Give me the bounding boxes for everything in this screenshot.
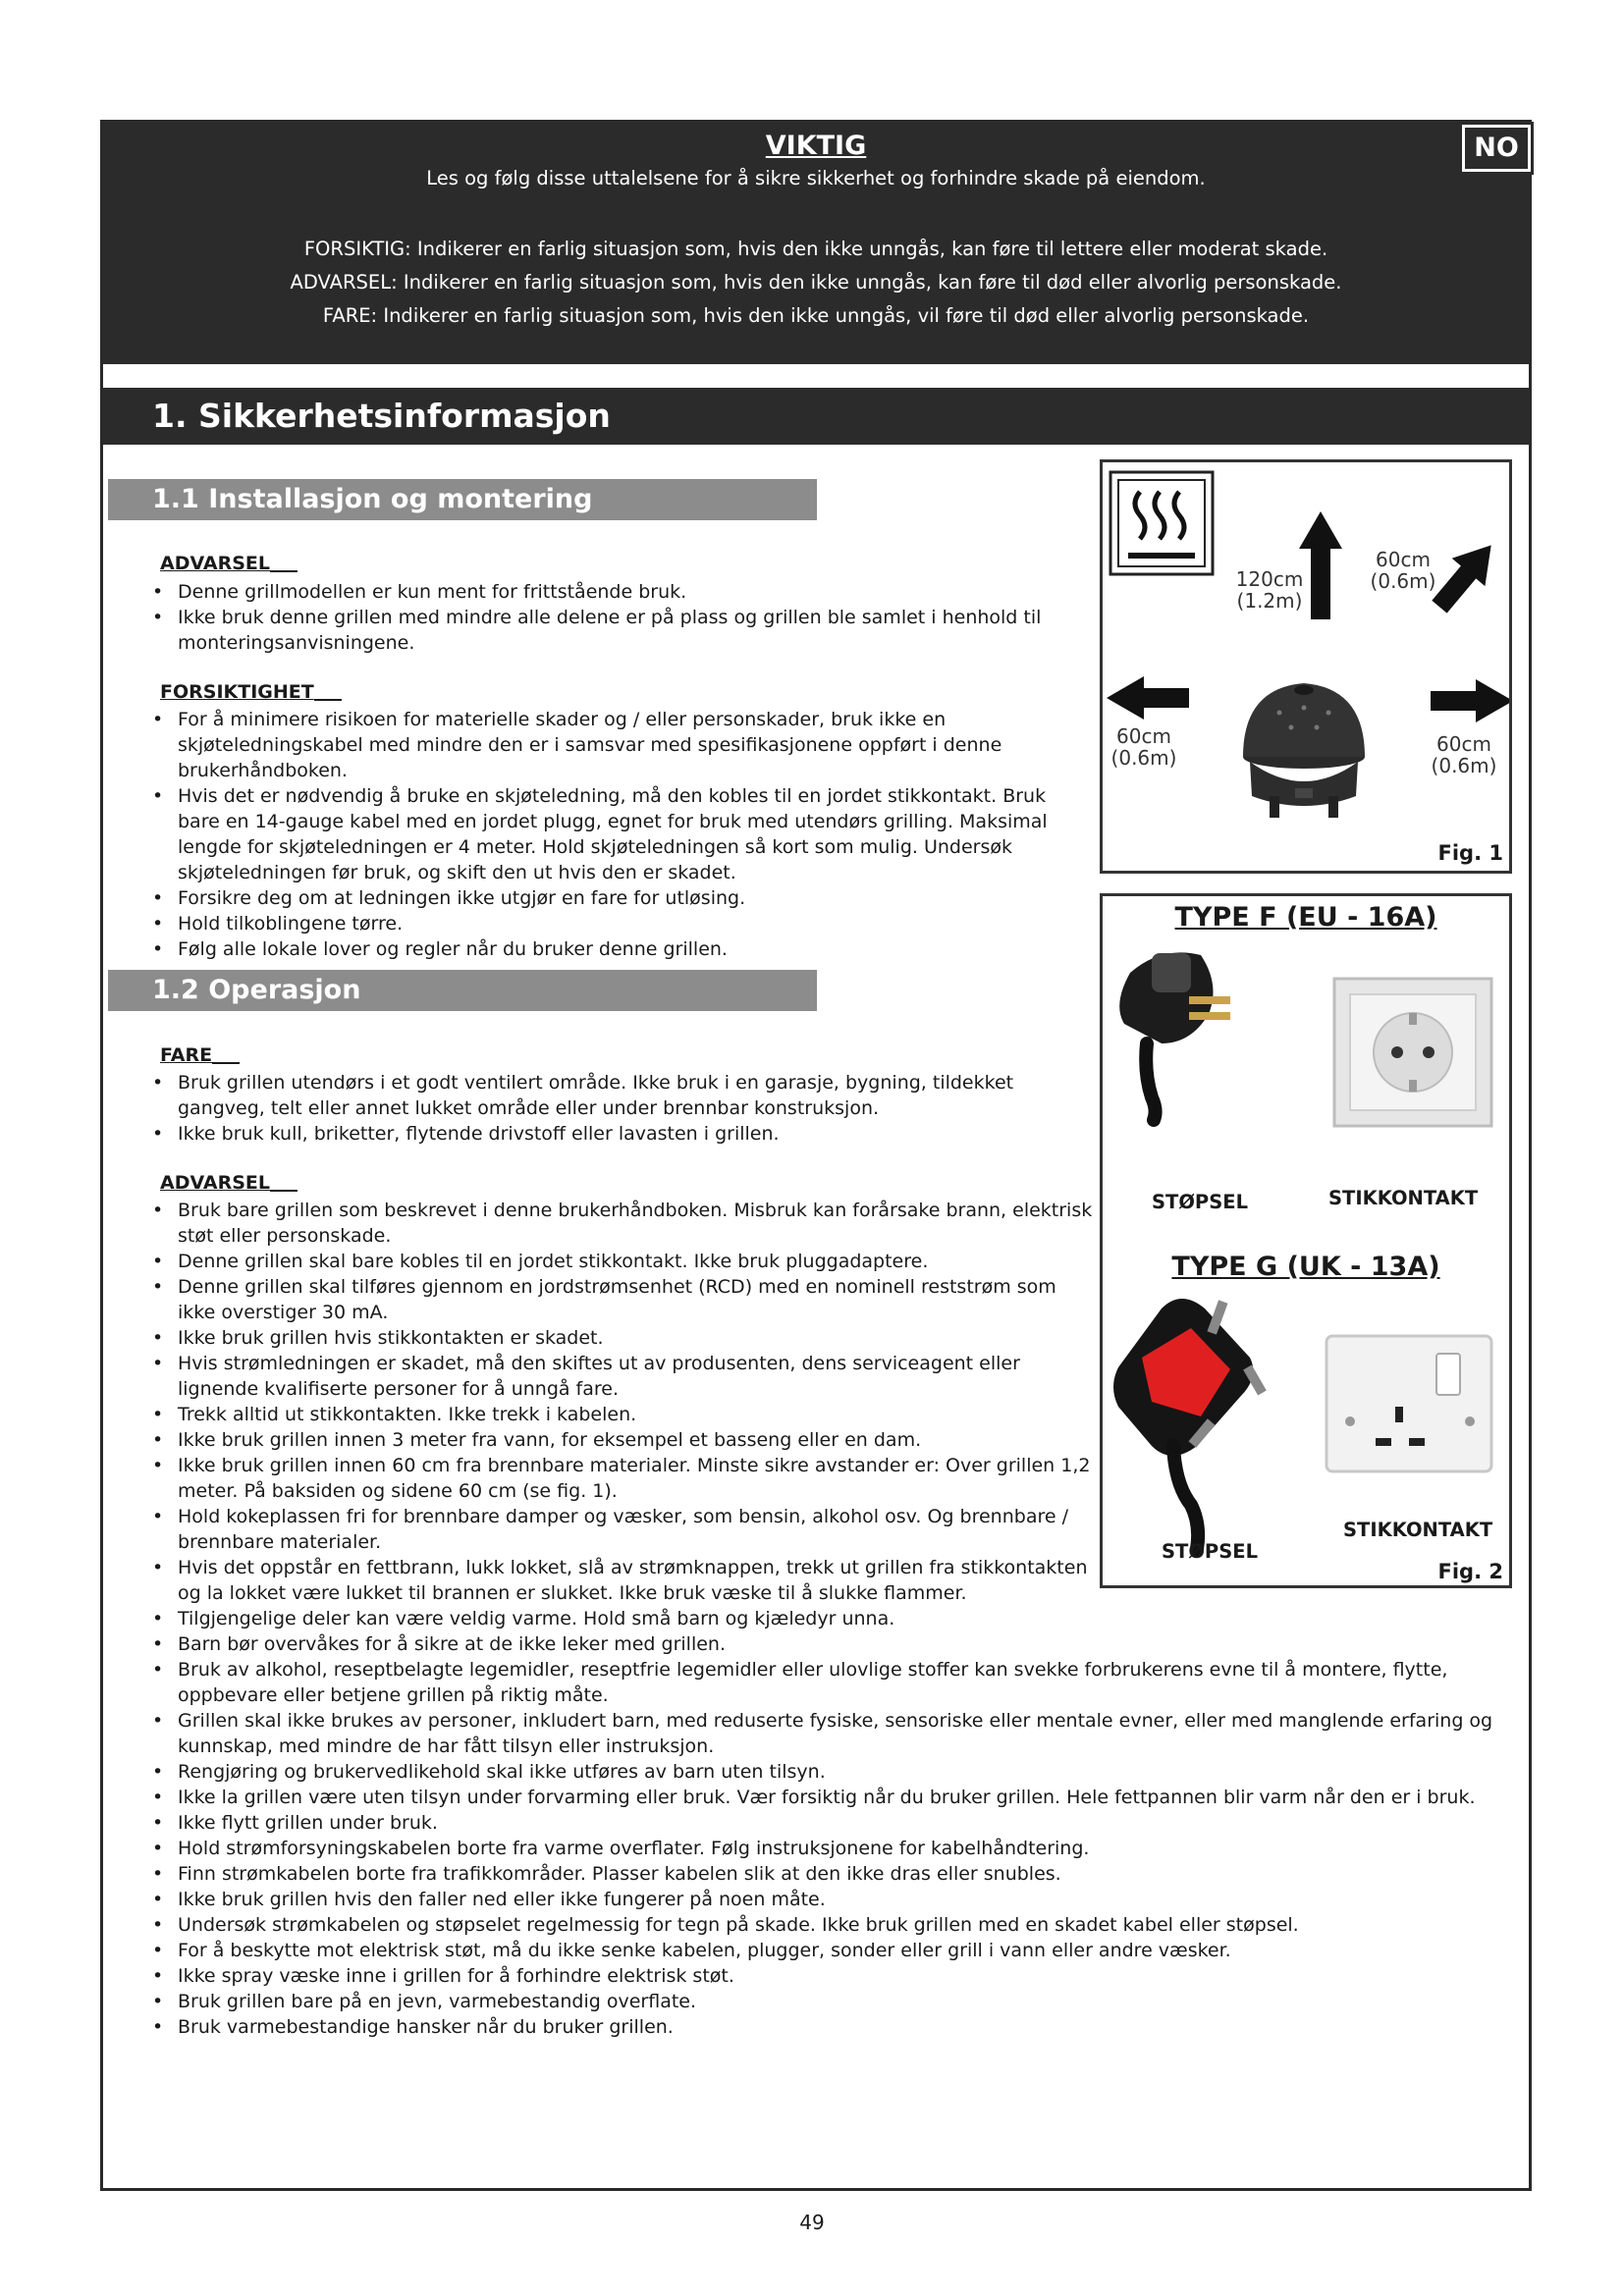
language-badge: NO	[1462, 125, 1531, 172]
caution-label: FORSIKTIGHET	[160, 681, 342, 703]
operation-warning-list-continued	[152, 1657, 1507, 2040]
list-item: • Ikke la grillen være uten tilsyn under forvarming eller bruk. Vær forsiktig når du bruker grillen. Hele fettpannen blir varm når den er i bruk.	[152, 1785, 1507, 1810]
list-item: • Denne grillen skal tilføres gjennom en jordstrømsenhet (RCD) med en nominell reststrøm som ikke overstiger 30 mA.	[152, 1274, 1095, 1325]
list-item: • Finn strømkabelen borte fra trafikkområder. Plasser kabelen slik at den ikke dras eller snubles.	[152, 1861, 1507, 1887]
type-f-socket-label: STIKKONTAKT	[1328, 1187, 1479, 1209]
clearance-diagonal	[1364, 549, 1442, 592]
list-item: • Hold strømforsyningskabelen borte fra varme overflater. Følg instruksjonene for kabelhåndtering.	[152, 1836, 1507, 1861]
list-item: • Hvis det oppstår en fettbrann, lukk lokket, slå av strømknappen, trekk ut grillen fra stikkontakten og la lokket være lukket til brannen er slukket. Ikke bruk væske til å slukke flammer.	[152, 1555, 1095, 1606]
list-item: • Bruk grillen utendørs i et godt ventilert område. Ikke bruk i en garasje, bygning, tildekket gangveg, telt eller annet lukket område eller under brennbar konstruksjon.	[152, 1070, 1056, 1121]
list-item: • Grillen skal ikke brukes av personer, inkludert barn, med reduserte fysiske, sensoriske eller mentale evner, eller med manglende erfaring og kunnskap, med mindre de har fått tilsyn eller instruksjon.	[152, 1708, 1507, 1759]
list-item: • Ikke bruk grillen innen 3 meter fra vann, for eksempel et basseng eller en dam.	[152, 1427, 1095, 1453]
list-item: • Ikke bruk grillen hvis stikkontakten er skadet.	[152, 1325, 1095, 1351]
list-item: • Hold kokeplassen fri for brennbare damper og væsker, som bensin, alkohol osv. Og brennbare / brennbare materialer.	[152, 1504, 1095, 1555]
list-item: • Ikke bruk grillen innen 60 cm fra brennbare materialer. Minste sikre avstander er: Over grillen 1,2 meter. På baksiden og sidene 60 cm (se fig. 1).	[152, 1453, 1095, 1504]
subsection-title-installation: 1.1 Installasjon og montering	[108, 479, 817, 520]
type-g-title: TYPE G (UK - 13A)	[1171, 1252, 1440, 1282]
hot-surface-icon	[1110, 472, 1213, 574]
list-item: • Ikke bruk denne grillen med mindre alle delene er på plass og grillen ble samlet i henhold til monteringsanvisningene.	[152, 605, 1056, 656]
list-item: • Hvis strømledningen er skadet, må den skiftes ut av produsenten, dens serviceagent eller lignende kvalifiserte personer for å unngå fare.	[152, 1351, 1095, 1402]
list-item: • Følg alle lokale lover og regler når du bruker denne grillen.	[152, 936, 1065, 962]
list-item: • Hold tilkoblingene tørre.	[152, 911, 1065, 936]
notice-definitions	[103, 233, 1529, 333]
installation-warning-list	[152, 579, 1056, 656]
notice-line-danger: FARE: Indikerer en farlig situasjon som, hvis den ikke unngås, vil føre til død eller alvorlig personskade.	[322, 304, 1310, 327]
figure-1-clearance	[1100, 459, 1512, 874]
type-f-plug-label: STØPSEL	[1152, 1191, 1249, 1213]
clearance-diagram	[1103, 462, 1509, 871]
plug-illustrations	[1103, 896, 1509, 1585]
list-item: • Rengjøring og brukervedlikehold skal ikke utføres av barn uten tilsyn.	[152, 1759, 1507, 1785]
notice-line-warning: ADVARSEL: Indikerer en farlig situasjon som, hvis den ikke unngås, kan føre til død eller alvorlig personskade.	[290, 271, 1342, 294]
page-number: 49	[799, 2211, 825, 2234]
list-item: • Tilgjengelige deler kan være veldig varme. Hold små barn og kjæledyr unna.	[152, 1606, 1095, 1631]
warning-label: ADVARSEL	[160, 1172, 298, 1194]
clearance-diagonal-value: 60cm (0.6m)	[1370, 548, 1436, 593]
type-g-plug-icon	[1113, 1299, 1267, 1549]
operation-warning-list	[152, 1198, 1095, 1657]
list-item: • Bruk av alkohol, reseptbelagte legemidler, reseptfrie legemidler eller ulovlige stoffer kan svekke forbrukerens evne til å montere, flytte, oppbevare eller betjene grillen på riktig måte.	[152, 1657, 1507, 1708]
grill-illustration	[1243, 683, 1365, 818]
important-notice	[103, 123, 1529, 364]
type-f-title: TYPE F (EU - 16A)	[1174, 902, 1437, 933]
clearance-left-value: 60cm (0.6m)	[1110, 724, 1177, 770]
arrow-right-icon	[1431, 679, 1509, 722]
list-item: • Ikke flytt grillen under bruk.	[152, 1810, 1507, 1836]
list-item: • Hvis det er nødvendig å bruke en skjøteledning, må den kobles til en jordet stikkontakt. Bruk bare en 14-gauge kabel med en jordet plugg, egnet for bruk med utendørs grilling. Maksimal lengde for skjøteledningen er 4 meter. Hold skjøteledningen så kort som mulig. Undersøk skjøteledningen før bruk, og skift den ut hvis den er skadet.	[152, 783, 1065, 885]
figure-2-caption: Fig. 2	[1437, 1560, 1503, 1583]
danger-label: FARE	[160, 1044, 240, 1066]
type-g-socket-label: STIKKONTAKT	[1343, 1519, 1493, 1541]
list-item: • For å minimere risikoen for materielle skader og / eller personskader, bruk ikke en skjøteledningskabel med mindre den er i samsvar med spesifikasjonene oppført i denne brukerhåndboken.	[152, 707, 1065, 783]
type-f-plug-icon	[1119, 952, 1230, 1120]
figure-1-caption: Fig. 1	[1437, 841, 1503, 865]
clearance-top	[1230, 568, 1309, 612]
list-item: • Bruk grillen bare på en jevn, varmebestandig overflate.	[152, 1989, 1507, 2014]
type-g-plug-label: STØPSEL	[1162, 1540, 1259, 1563]
list-item: • For å beskytte mot elektrisk støt, må du ikke senke kabelen, plugger, sonder eller grill i vann eller andre væsker.	[152, 1938, 1507, 1963]
clearance-right-value: 60cm (0.6m)	[1431, 732, 1497, 777]
list-item: • Bruk varmebestandige hansker når du bruker grillen.	[152, 2014, 1507, 2040]
operation-danger-list	[152, 1070, 1056, 1147]
clearance-left	[1105, 725, 1183, 769]
notice-intro: Les og følg disse uttalelsene for å sikre sikkerhet og forhindre skade på eiendom.	[426, 167, 1206, 189]
list-item: • Denne grillmodellen er kun ment for frittstående bruk.	[152, 579, 1056, 605]
list-item: • Forsikre deg om at ledningen ikke utgjør en fare for utløsing.	[152, 885, 1065, 911]
arrow-left-icon	[1107, 676, 1189, 720]
list-item: • Denne grillen skal bare kobles til en jordet stikkontakt. Ikke bruk pluggadaptere.	[152, 1249, 1095, 1274]
list-item: • Trekk alltid ut stikkontakten. Ikke trekk i kabelen.	[152, 1402, 1095, 1427]
type-g-socket-icon	[1326, 1336, 1491, 1471]
warning-label: ADVARSEL	[160, 553, 298, 574]
notice-title: VIKTIG	[765, 131, 867, 161]
clearance-right	[1425, 733, 1503, 776]
list-item: • Bruk bare grillen som beskrevet i denne brukerhåndboken. Misbruk kan forårsake brann, elektrisk støt eller personskade.	[152, 1198, 1095, 1249]
installation-caution-list	[152, 707, 1065, 962]
list-item: • Ikke bruk grillen hvis den faller ned eller ikke fungerer på noen måte.	[152, 1887, 1507, 1912]
list-item: • Barn bør overvåkes for å sikre at de ikke leker med grillen.	[152, 1631, 1095, 1657]
figure-2-plug-types	[1100, 893, 1512, 1588]
notice-line-caution: FORSIKTIG: Indikerer en farlig situasjon som, hvis den ikke unngås, kan føre til lettere eller moderat skade.	[303, 238, 1328, 260]
list-item: • Ikke spray væske inne i grillen for å forhindre elektrisk støt.	[152, 1963, 1507, 1989]
list-item: • Undersøk strømkabelen og støpselet regelmessig for tegn på skade. Ikke bruk grillen med en skadet kabel eller støpsel.	[152, 1912, 1507, 1938]
clearance-top-value: 120cm (1.2m)	[1235, 567, 1304, 613]
list-item: • Ikke bruk kull, briketter, flytende drivstoff eller lavasten i grillen.	[152, 1121, 1056, 1147]
type-f-socket-icon	[1334, 979, 1491, 1126]
subsection-title-operation: 1.2 Operasjon	[108, 970, 817, 1011]
section-title: 1. Sikkerhetsinformasjon	[103, 388, 1529, 445]
